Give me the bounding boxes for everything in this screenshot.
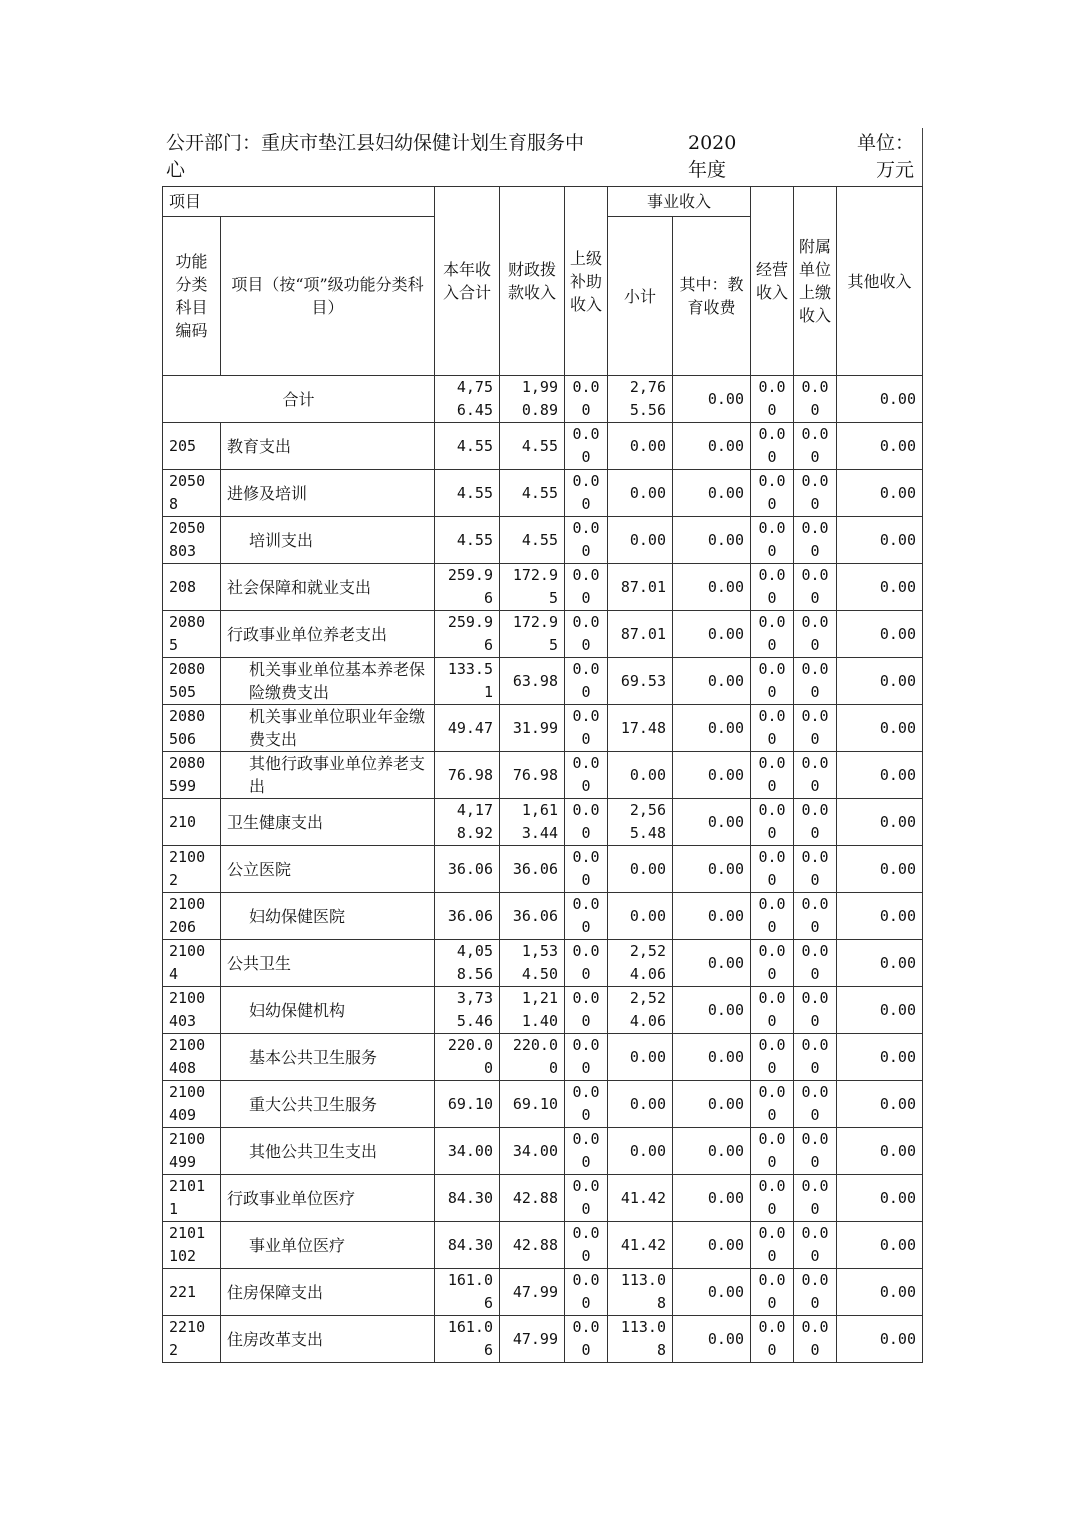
cell-total: 220.00 <box>435 1034 500 1081</box>
cell-fiscal: 36.06 <box>500 846 565 893</box>
cell-other: 0.00 <box>837 893 923 940</box>
table-row <box>163 517 923 564</box>
cell-other: 0.00 <box>837 1175 923 1222</box>
cell-name: 培训支出 <box>221 517 435 564</box>
cell-code: 2100408 <box>163 1034 221 1081</box>
table-body <box>163 376 923 1363</box>
cell-upper: 0.00 <box>565 705 608 752</box>
cell-operating: 0.00 <box>751 1034 794 1081</box>
table-row <box>163 705 923 752</box>
cell-other: 0.00 <box>837 1269 923 1316</box>
cell-upper: 0.00 <box>565 940 608 987</box>
cell-subtotal: 0.00 <box>608 470 673 517</box>
item-name-header: 项目（按“项”级功能分类科目） <box>221 217 435 376</box>
cell-name: 进修及培训 <box>221 470 435 517</box>
cell-affiliated: 0.00 <box>794 799 837 846</box>
cell-affiliated: 0.00 <box>794 470 837 517</box>
cell-edu: 0.00 <box>673 470 751 517</box>
operating-income-header: 经营收入 <box>751 187 794 376</box>
cell-code: 2080505 <box>163 658 221 705</box>
cell-affiliated: 0.00 <box>794 1269 837 1316</box>
cell-total: 4.55 <box>435 423 500 470</box>
cell-code: 22102 <box>163 1316 221 1363</box>
cell-code: 20508 <box>163 470 221 517</box>
cell-fiscal: 34.00 <box>500 1128 565 1175</box>
total-upper: 0.00 <box>565 376 608 423</box>
table-row <box>163 1269 923 1316</box>
cell-code: 2100403 <box>163 987 221 1034</box>
cell-operating: 0.00 <box>751 564 794 611</box>
cell-fiscal: 172.95 <box>500 611 565 658</box>
cell-operating: 0.00 <box>751 1081 794 1128</box>
cell-operating: 0.00 <box>751 799 794 846</box>
cell-total: 36.06 <box>435 846 500 893</box>
cell-affiliated: 0.00 <box>794 611 837 658</box>
table-row <box>163 658 923 705</box>
cell-name: 行政事业单位医疗 <box>221 1175 435 1222</box>
cell-operating: 0.00 <box>751 470 794 517</box>
cell-upper: 0.00 <box>565 470 608 517</box>
cell-name: 公立医院 <box>221 846 435 893</box>
cell-subtotal: 0.00 <box>608 846 673 893</box>
cell-total: 161.06 <box>435 1269 500 1316</box>
cell-affiliated: 0.00 <box>794 1316 837 1363</box>
cell-operating: 0.00 <box>751 517 794 564</box>
cell-upper: 0.00 <box>565 658 608 705</box>
cell-affiliated: 0.00 <box>794 1175 837 1222</box>
cell-fiscal: 1,534.50 <box>500 940 565 987</box>
cell-other: 0.00 <box>837 564 923 611</box>
cell-total: 36.06 <box>435 893 500 940</box>
cell-name: 住房保障支出 <box>221 1269 435 1316</box>
cell-other: 0.00 <box>837 423 923 470</box>
report-header <box>162 128 923 186</box>
cell-subtotal: 41.42 <box>608 1175 673 1222</box>
cell-affiliated: 0.00 <box>794 940 837 987</box>
cell-code: 208 <box>163 564 221 611</box>
cell-name: 基本公共卫生服务 <box>221 1034 435 1081</box>
cell-upper: 0.00 <box>565 1222 608 1269</box>
cell-subtotal: 87.01 <box>608 564 673 611</box>
cell-subtotal: 0.00 <box>608 1034 673 1081</box>
cell-affiliated: 0.00 <box>794 517 837 564</box>
cell-edu: 0.00 <box>673 611 751 658</box>
cell-upper: 0.00 <box>565 564 608 611</box>
cell-fiscal: 1,211.40 <box>500 987 565 1034</box>
cell-name: 其他公共卫生支出 <box>221 1128 435 1175</box>
cell-subtotal: 41.42 <box>608 1222 673 1269</box>
cell-affiliated: 0.00 <box>794 893 837 940</box>
cell-subtotal: 2,565.48 <box>608 799 673 846</box>
cell-edu: 0.00 <box>673 705 751 752</box>
total-fiscal: 1,990.89 <box>500 376 565 423</box>
cell-edu: 0.00 <box>673 799 751 846</box>
cell-edu: 0.00 <box>673 1316 751 1363</box>
table-row <box>163 1128 923 1175</box>
cell-upper: 0.00 <box>565 846 608 893</box>
table-row <box>163 470 923 517</box>
cell-code: 210 <box>163 799 221 846</box>
cell-subtotal: 17.48 <box>608 705 673 752</box>
cell-code: 21002 <box>163 846 221 893</box>
cell-total: 259.96 <box>435 564 500 611</box>
cell-total: 133.51 <box>435 658 500 705</box>
cell-operating: 0.00 <box>751 705 794 752</box>
table-row <box>163 611 923 658</box>
cell-operating: 0.00 <box>751 893 794 940</box>
table-row <box>163 1081 923 1128</box>
cell-edu: 0.00 <box>673 1034 751 1081</box>
cell-affiliated: 0.00 <box>794 987 837 1034</box>
cell-name: 妇幼保健机构 <box>221 987 435 1034</box>
cell-name: 公共卫生 <box>221 940 435 987</box>
total-operating: 0.00 <box>751 376 794 423</box>
cell-upper: 0.00 <box>565 1316 608 1363</box>
cell-operating: 0.00 <box>751 987 794 1034</box>
cell-edu: 0.00 <box>673 1081 751 1128</box>
cell-upper: 0.00 <box>565 517 608 564</box>
cell-subtotal: 87.01 <box>608 611 673 658</box>
cell-operating: 0.00 <box>751 1316 794 1363</box>
cell-upper: 0.00 <box>565 1175 608 1222</box>
cell-other: 0.00 <box>837 846 923 893</box>
table-row <box>163 893 923 940</box>
upper-subsidy-header: 上级补助收入 <box>565 187 608 376</box>
cell-edu: 0.00 <box>673 1128 751 1175</box>
cell-edu: 0.00 <box>673 893 751 940</box>
cell-fiscal: 4.55 <box>500 470 565 517</box>
cell-operating: 0.00 <box>751 1175 794 1222</box>
cell-operating: 0.00 <box>751 1222 794 1269</box>
edu-fee-header: 其中：教育收费 <box>673 217 751 376</box>
cell-code: 21011 <box>163 1175 221 1222</box>
cell-fiscal: 42.88 <box>500 1222 565 1269</box>
cell-upper: 0.00 <box>565 1081 608 1128</box>
cell-code: 221 <box>163 1269 221 1316</box>
total-label: 合计 <box>163 376 435 423</box>
project-header: 项目 <box>163 187 435 217</box>
cell-total: 76.98 <box>435 752 500 799</box>
cell-subtotal: 69.53 <box>608 658 673 705</box>
cell-fiscal: 63.98 <box>500 658 565 705</box>
cell-operating: 0.00 <box>751 423 794 470</box>
affiliated-income-header: 附属单位上缴收入 <box>794 187 837 376</box>
cell-code: 21004 <box>163 940 221 987</box>
cell-edu: 0.00 <box>673 940 751 987</box>
cell-affiliated: 0.00 <box>794 658 837 705</box>
cell-total: 3,735.46 <box>435 987 500 1034</box>
cell-subtotal: 0.00 <box>608 517 673 564</box>
unit-label <box>857 130 914 184</box>
cell-edu: 0.00 <box>673 517 751 564</box>
year-line-1: 2020 <box>688 132 737 154</box>
cell-other: 0.00 <box>837 611 923 658</box>
cell-total: 84.30 <box>435 1175 500 1222</box>
cell-subtotal: 113.08 <box>608 1269 673 1316</box>
cell-edu: 0.00 <box>673 752 751 799</box>
cell-edu: 0.00 <box>673 987 751 1034</box>
table-row <box>163 564 923 611</box>
cell-other: 0.00 <box>837 1034 923 1081</box>
table-row <box>163 987 923 1034</box>
cell-operating: 0.00 <box>751 846 794 893</box>
department-label <box>166 130 584 184</box>
cell-code: 2050803 <box>163 517 221 564</box>
cell-upper: 0.00 <box>565 1034 608 1081</box>
department-line-2: 心 <box>166 159 186 181</box>
cell-fiscal: 42.88 <box>500 1175 565 1222</box>
year-line-2: 年度 <box>688 159 727 181</box>
unit-line-2: 万元 <box>875 159 914 181</box>
cell-name: 社会保障和就业支出 <box>221 564 435 611</box>
cell-fiscal: 4.55 <box>500 423 565 470</box>
cell-edu: 0.00 <box>673 846 751 893</box>
cell-operating: 0.00 <box>751 658 794 705</box>
cell-name: 住房改革支出 <box>221 1316 435 1363</box>
cell-code: 2080506 <box>163 705 221 752</box>
table-row <box>163 846 923 893</box>
other-income-header: 其他收入 <box>837 187 923 376</box>
cell-fiscal: 31.99 <box>500 705 565 752</box>
cell-other: 0.00 <box>837 705 923 752</box>
cell-other: 0.00 <box>837 470 923 517</box>
cell-affiliated: 0.00 <box>794 423 837 470</box>
cell-upper: 0.00 <box>565 423 608 470</box>
cell-total: 69.10 <box>435 1081 500 1128</box>
total-subtotal: 2,765.56 <box>608 376 673 423</box>
cell-other: 0.00 <box>837 1316 923 1363</box>
cell-fiscal: 47.99 <box>500 1269 565 1316</box>
cell-edu: 0.00 <box>673 1222 751 1269</box>
cell-name: 行政事业单位养老支出 <box>221 611 435 658</box>
table-row <box>163 799 923 846</box>
total-income-header: 本年收入合计 <box>435 187 500 376</box>
cell-name: 机关事业单位基本养老保险缴费支出 <box>221 658 435 705</box>
cell-fiscal: 4.55 <box>500 517 565 564</box>
total-total: 4,756.45 <box>435 376 500 423</box>
cell-fiscal: 76.98 <box>500 752 565 799</box>
cell-code: 2100409 <box>163 1081 221 1128</box>
cell-affiliated: 0.00 <box>794 1128 837 1175</box>
cell-name: 其他行政事业单位养老支出 <box>221 752 435 799</box>
cell-name: 妇幼保健医院 <box>221 893 435 940</box>
cell-upper: 0.00 <box>565 752 608 799</box>
table-row <box>163 1175 923 1222</box>
income-table <box>162 186 923 1363</box>
cell-edu: 0.00 <box>673 1269 751 1316</box>
cell-code: 20805 <box>163 611 221 658</box>
cell-subtotal: 2,524.06 <box>608 940 673 987</box>
fiscal-income-header: 财政拨款收入 <box>500 187 565 376</box>
cell-other: 0.00 <box>837 752 923 799</box>
cell-upper: 0.00 <box>565 611 608 658</box>
cell-edu: 0.00 <box>673 423 751 470</box>
cell-affiliated: 0.00 <box>794 846 837 893</box>
cell-other: 0.00 <box>837 1128 923 1175</box>
cell-name: 卫生健康支出 <box>221 799 435 846</box>
total-other: 0.00 <box>837 376 923 423</box>
cell-operating: 0.00 <box>751 611 794 658</box>
cell-total: 259.96 <box>435 611 500 658</box>
cell-total: 4,058.56 <box>435 940 500 987</box>
cell-affiliated: 0.00 <box>794 705 837 752</box>
cell-code: 2100206 <box>163 893 221 940</box>
cell-subtotal: 0.00 <box>608 1128 673 1175</box>
cell-total: 34.00 <box>435 1128 500 1175</box>
cell-upper: 0.00 <box>565 987 608 1034</box>
table-row <box>163 423 923 470</box>
cell-code: 2080599 <box>163 752 221 799</box>
cell-total: 49.47 <box>435 705 500 752</box>
cell-upper: 0.00 <box>565 799 608 846</box>
cell-other: 0.00 <box>837 658 923 705</box>
cell-edu: 0.00 <box>673 658 751 705</box>
cell-fiscal: 36.06 <box>500 893 565 940</box>
cell-affiliated: 0.00 <box>794 1222 837 1269</box>
cell-subtotal: 113.08 <box>608 1316 673 1363</box>
cell-name: 重大公共卫生服务 <box>221 1081 435 1128</box>
cell-operating: 0.00 <box>751 940 794 987</box>
cell-name: 教育支出 <box>221 423 435 470</box>
subtotal-header: 小计 <box>608 217 673 376</box>
cell-operating: 0.00 <box>751 1269 794 1316</box>
cell-total: 4.55 <box>435 517 500 564</box>
cell-edu: 0.00 <box>673 564 751 611</box>
cell-affiliated: 0.00 <box>794 1034 837 1081</box>
cell-fiscal: 172.95 <box>500 564 565 611</box>
cell-total: 4.55 <box>435 470 500 517</box>
cell-fiscal: 220.00 <box>500 1034 565 1081</box>
cell-name: 机关事业单位职业年金缴费支出 <box>221 705 435 752</box>
cell-total: 161.06 <box>435 1316 500 1363</box>
table-row <box>163 940 923 987</box>
cell-operating: 0.00 <box>751 752 794 799</box>
table-row <box>163 1222 923 1269</box>
cell-edu: 0.00 <box>673 1175 751 1222</box>
year-label <box>688 130 736 184</box>
func-code-header: 功能分类科目编码 <box>163 217 221 376</box>
total-edu: 0.00 <box>673 376 751 423</box>
total-affiliated: 0.00 <box>794 376 837 423</box>
cell-operating: 0.00 <box>751 1128 794 1175</box>
cell-subtotal: 0.00 <box>608 752 673 799</box>
cell-name: 事业单位医疗 <box>221 1222 435 1269</box>
cell-subtotal: 0.00 <box>608 893 673 940</box>
cell-affiliated: 0.00 <box>794 752 837 799</box>
cell-fiscal: 69.10 <box>500 1081 565 1128</box>
cell-code: 205 <box>163 423 221 470</box>
cell-other: 0.00 <box>837 517 923 564</box>
department-line-1: 公开部门：重庆市垫江县妇幼保健计划生育服务中 <box>166 132 585 154</box>
cell-total: 84.30 <box>435 1222 500 1269</box>
cell-affiliated: 0.00 <box>794 564 837 611</box>
cell-code: 2101102 <box>163 1222 221 1269</box>
cell-code: 2100499 <box>163 1128 221 1175</box>
cell-upper: 0.00 <box>565 1269 608 1316</box>
cell-other: 0.00 <box>837 940 923 987</box>
cell-other: 0.00 <box>837 799 923 846</box>
unit-line-1: 单位： <box>856 132 914 154</box>
cell-subtotal: 0.00 <box>608 1081 673 1128</box>
cell-subtotal: 2,524.06 <box>608 987 673 1034</box>
table-row <box>163 752 923 799</box>
cell-fiscal: 47.99 <box>500 1316 565 1363</box>
table-row <box>163 1316 923 1363</box>
cell-other: 0.00 <box>837 1081 923 1128</box>
career-income-header: 事业收入 <box>608 187 751 217</box>
cell-upper: 0.00 <box>565 893 608 940</box>
cell-affiliated: 0.00 <box>794 1081 837 1128</box>
total-row <box>163 376 923 423</box>
cell-other: 0.00 <box>837 987 923 1034</box>
cell-other: 0.00 <box>837 1222 923 1269</box>
cell-fiscal: 1,613.44 <box>500 799 565 846</box>
cell-upper: 0.00 <box>565 1128 608 1175</box>
cell-total: 4,178.92 <box>435 799 500 846</box>
table-row <box>163 1034 923 1081</box>
cell-subtotal: 0.00 <box>608 423 673 470</box>
